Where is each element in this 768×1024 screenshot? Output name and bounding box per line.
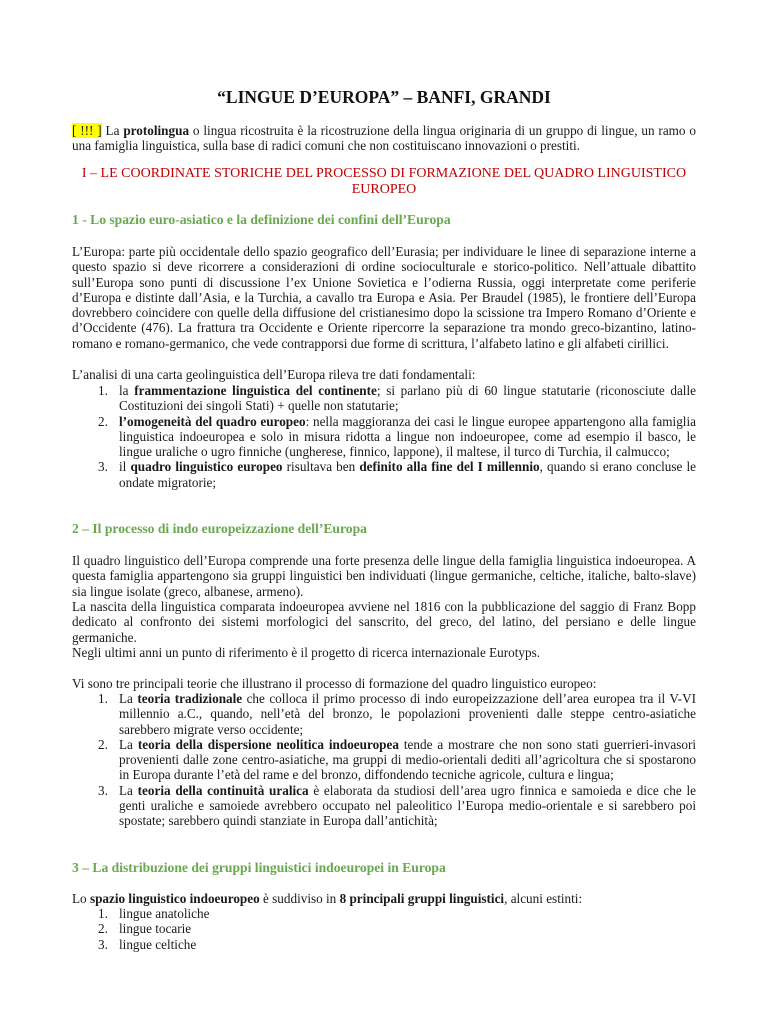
list-item: [72, 906, 696, 921]
bold-text: spazio linguistico indoeuropeo: [89, 891, 260, 906]
bold-text: protolingua: [123, 123, 190, 138]
text-run: o lingua ricostruita è la ricostruzione della lingua originaria di un gruppo di lingue, un ramo o una famiglia linguistica, sulla base di radici comuni che non costituiscano innovazioni o prestiti.: [72, 123, 696, 154]
list-number: 2.: [98, 736, 108, 752]
section-3-heading: 3 – La distribuzione dei gruppi linguistici indoeuropei in Europa: [72, 860, 446, 875]
section-3-list: [72, 906, 696, 952]
list-number: 3.: [98, 936, 108, 952]
text-run: : nella maggioranza dei casi le lingue europee appartengono alla famiglia linguistica indoeuropea e solo in misura ridotta a lingue non indoeuropee, come ad esempio il basco, le lingue uraliche o ugro finniche (ungherese, finnico, lappone), il maltese, il turco di Turchia, il calmucco;: [119, 413, 696, 460]
text-run: L’Europa: parte più occidentale dello spazio geografico dell’Eurasia; per individuare le linee di separazione interne a questo spazio si deve ricorrere a considerazioni di ordine socioculturale e storico-politico. Nell’attuale dibattito sull’Europa sono punti di discussione l’ex Unione Sovietica e l’odierna Russia, oggi interpretate come periferie d’Europa e distinte dall’Asia, e la Turchia, a cavallo tra Europa e Asia. Per Braudel (1985), le frontiere dell’Europa dovrebbero coincidere con quelle della diffusione del cristianesimo dopo la scissione tra Impero Romano d’Oriente e d’Occidente (476). La frattura tra Occidente e Oriente ripercorre la separazione tra mondo greco-bizantino, latino-romano e romano-germanico, che vede contrapporsi due forme di scrittura, l’alfabeto latino e gli alfabeti cirillici.: [72, 244, 696, 351]
section-1-heading: 1 - Lo spazio euro-asiatico e la definizione dei confini dell’Europa: [72, 212, 451, 227]
text-run: è suddiviso in: [259, 891, 340, 906]
list-item: [72, 921, 696, 936]
section-2-list: [72, 691, 696, 829]
bold-text: teoria tradizionale: [137, 691, 243, 706]
list-item: [72, 459, 696, 490]
text-run: la: [119, 383, 135, 398]
bold-text: teoria della dispersione neolitica indoeuropea: [137, 736, 399, 752]
text-run: risultava ben: [282, 459, 360, 475]
section-1-paragraph: [72, 244, 696, 351]
text-run: il: [119, 459, 131, 475]
list-number: 1.: [98, 383, 108, 398]
bold-text: l’omogeneità del quadro europeo: [119, 413, 306, 429]
text-run: , alcuni estinti:: [504, 891, 583, 906]
highlight-marker: [ !!! ]: [72, 123, 102, 138]
list-number: 3.: [98, 782, 108, 798]
list-number: 2.: [98, 413, 108, 429]
text-run: , quando si erano concluse le ondate migratorie;: [119, 459, 696, 490]
section-2-lead: [72, 676, 696, 691]
document-title: “LINGUE D’EUROPA” – BANFI, GRANDI: [217, 87, 551, 107]
bold-text: frammentazione linguistica del continente: [134, 383, 377, 398]
text-run: La: [119, 691, 138, 706]
chapter-heading: I – LE COORDINATE STORICHE DEL PROCESSO DI FORMAZIONE DEL QUADRO LINGUISTICO EUROPEO: [81, 166, 687, 197]
text-run: Negli ultimi anni un punto di riferimento è il progetto di ricerca internazionale Eurotyps.: [72, 645, 541, 660]
list-number: 3.: [98, 459, 108, 475]
section-1-lead: [72, 367, 696, 382]
section-2-paragraph-1: [72, 553, 696, 599]
section-2-paragraph-2: [72, 599, 696, 645]
text-run: lingue celtiche: [119, 936, 197, 952]
intro-paragraph: [72, 123, 696, 154]
text-run: lingue tocarie: [119, 921, 192, 937]
list-item: [72, 691, 696, 737]
text-run: La: [119, 736, 138, 752]
bold-text: quadro linguistico europeo: [130, 459, 283, 475]
list-number: 1.: [98, 906, 108, 921]
bold-text: teoria della continuità uralica: [137, 782, 309, 798]
list-number: 2.: [98, 921, 108, 937]
text-run: che colloca il primo processo di indo europeizzazione dell’area europea tra il V-VI millennio a.C., quando, nell’età del bronzo, le popolazioni provenienti dalle steppe centro-asiatiche sarebbero migrate verso occidente;: [119, 691, 696, 737]
list-item: [72, 737, 696, 783]
section-1-list: [72, 383, 696, 490]
text-run: La: [101, 123, 124, 138]
section-3-lead: [72, 891, 696, 906]
text-run: Il quadro linguistico dell’Europa comprende una forte presenza delle lingue della famiglia linguistica indoeuropea. A questa famiglia appartengono sia gruppi linguistici ben individuati (lingue germaniche, celtiche, italiche, balto-slave) sia lingue isolate (greco, albanese, armeno).: [72, 553, 696, 599]
text-run: Lo: [72, 891, 90, 906]
bold-text: definito alla fine del I millennio: [359, 459, 540, 475]
text-run: è elaborata da studiosi dell’area ugro finnica e samoieda e dice che le genti uraliche e samoiede avrebbero occupato nel paleolitico l’Europa medio-orientale e si sarebbero poi spostate; sarebbero quindi stanziate in Europa dall’antichità;: [119, 782, 696, 829]
text-run: L’analisi di una carta geolinguistica dell’Europa rileva tre dati fondamentali:: [72, 367, 476, 382]
text-run: La: [119, 782, 138, 798]
section-2-heading: 2 – Il processo di indo europeizzazione dell’Europa: [72, 521, 367, 536]
list-item: [72, 937, 696, 952]
bold-text: 8 principali gruppi linguistici: [339, 891, 505, 906]
list-item: [72, 414, 696, 460]
list-number: 1.: [98, 691, 108, 706]
text-run: tende a mostrare che non sono stati guerrieri-invasori provenienti dalle zone centro-asiatiche, ma gruppi di medio-orientali dediti all’agricoltura che si spostarono in Europa durante l’età del rame e del bronzo, diffondendo tecniche agricole, cultura e lingua;: [119, 736, 696, 783]
list-item: [72, 383, 696, 414]
text-run: ; si parlano più di 60 lingue statutarie (riconosciute dalle Costituzioni dei singoli Stati) + quelle non statutarie;: [119, 383, 696, 414]
text-run: La nascita della linguistica comparata indoeuropea avviene nel 1816 con la pubblicazione del saggio di Franz Bopp dedicato al confronto dei sistemi morfologici del sanscrito, del greco, del latino, del persiano e delle lingue germaniche.: [72, 599, 696, 645]
text-run: lingue anatoliche: [119, 906, 210, 921]
list-item: [72, 783, 696, 829]
text-run: Vi sono tre principali teorie che illustrano il processo di formazione del quadro linguistico europeo:: [72, 676, 597, 691]
section-2-paragraph-3: [72, 645, 696, 660]
